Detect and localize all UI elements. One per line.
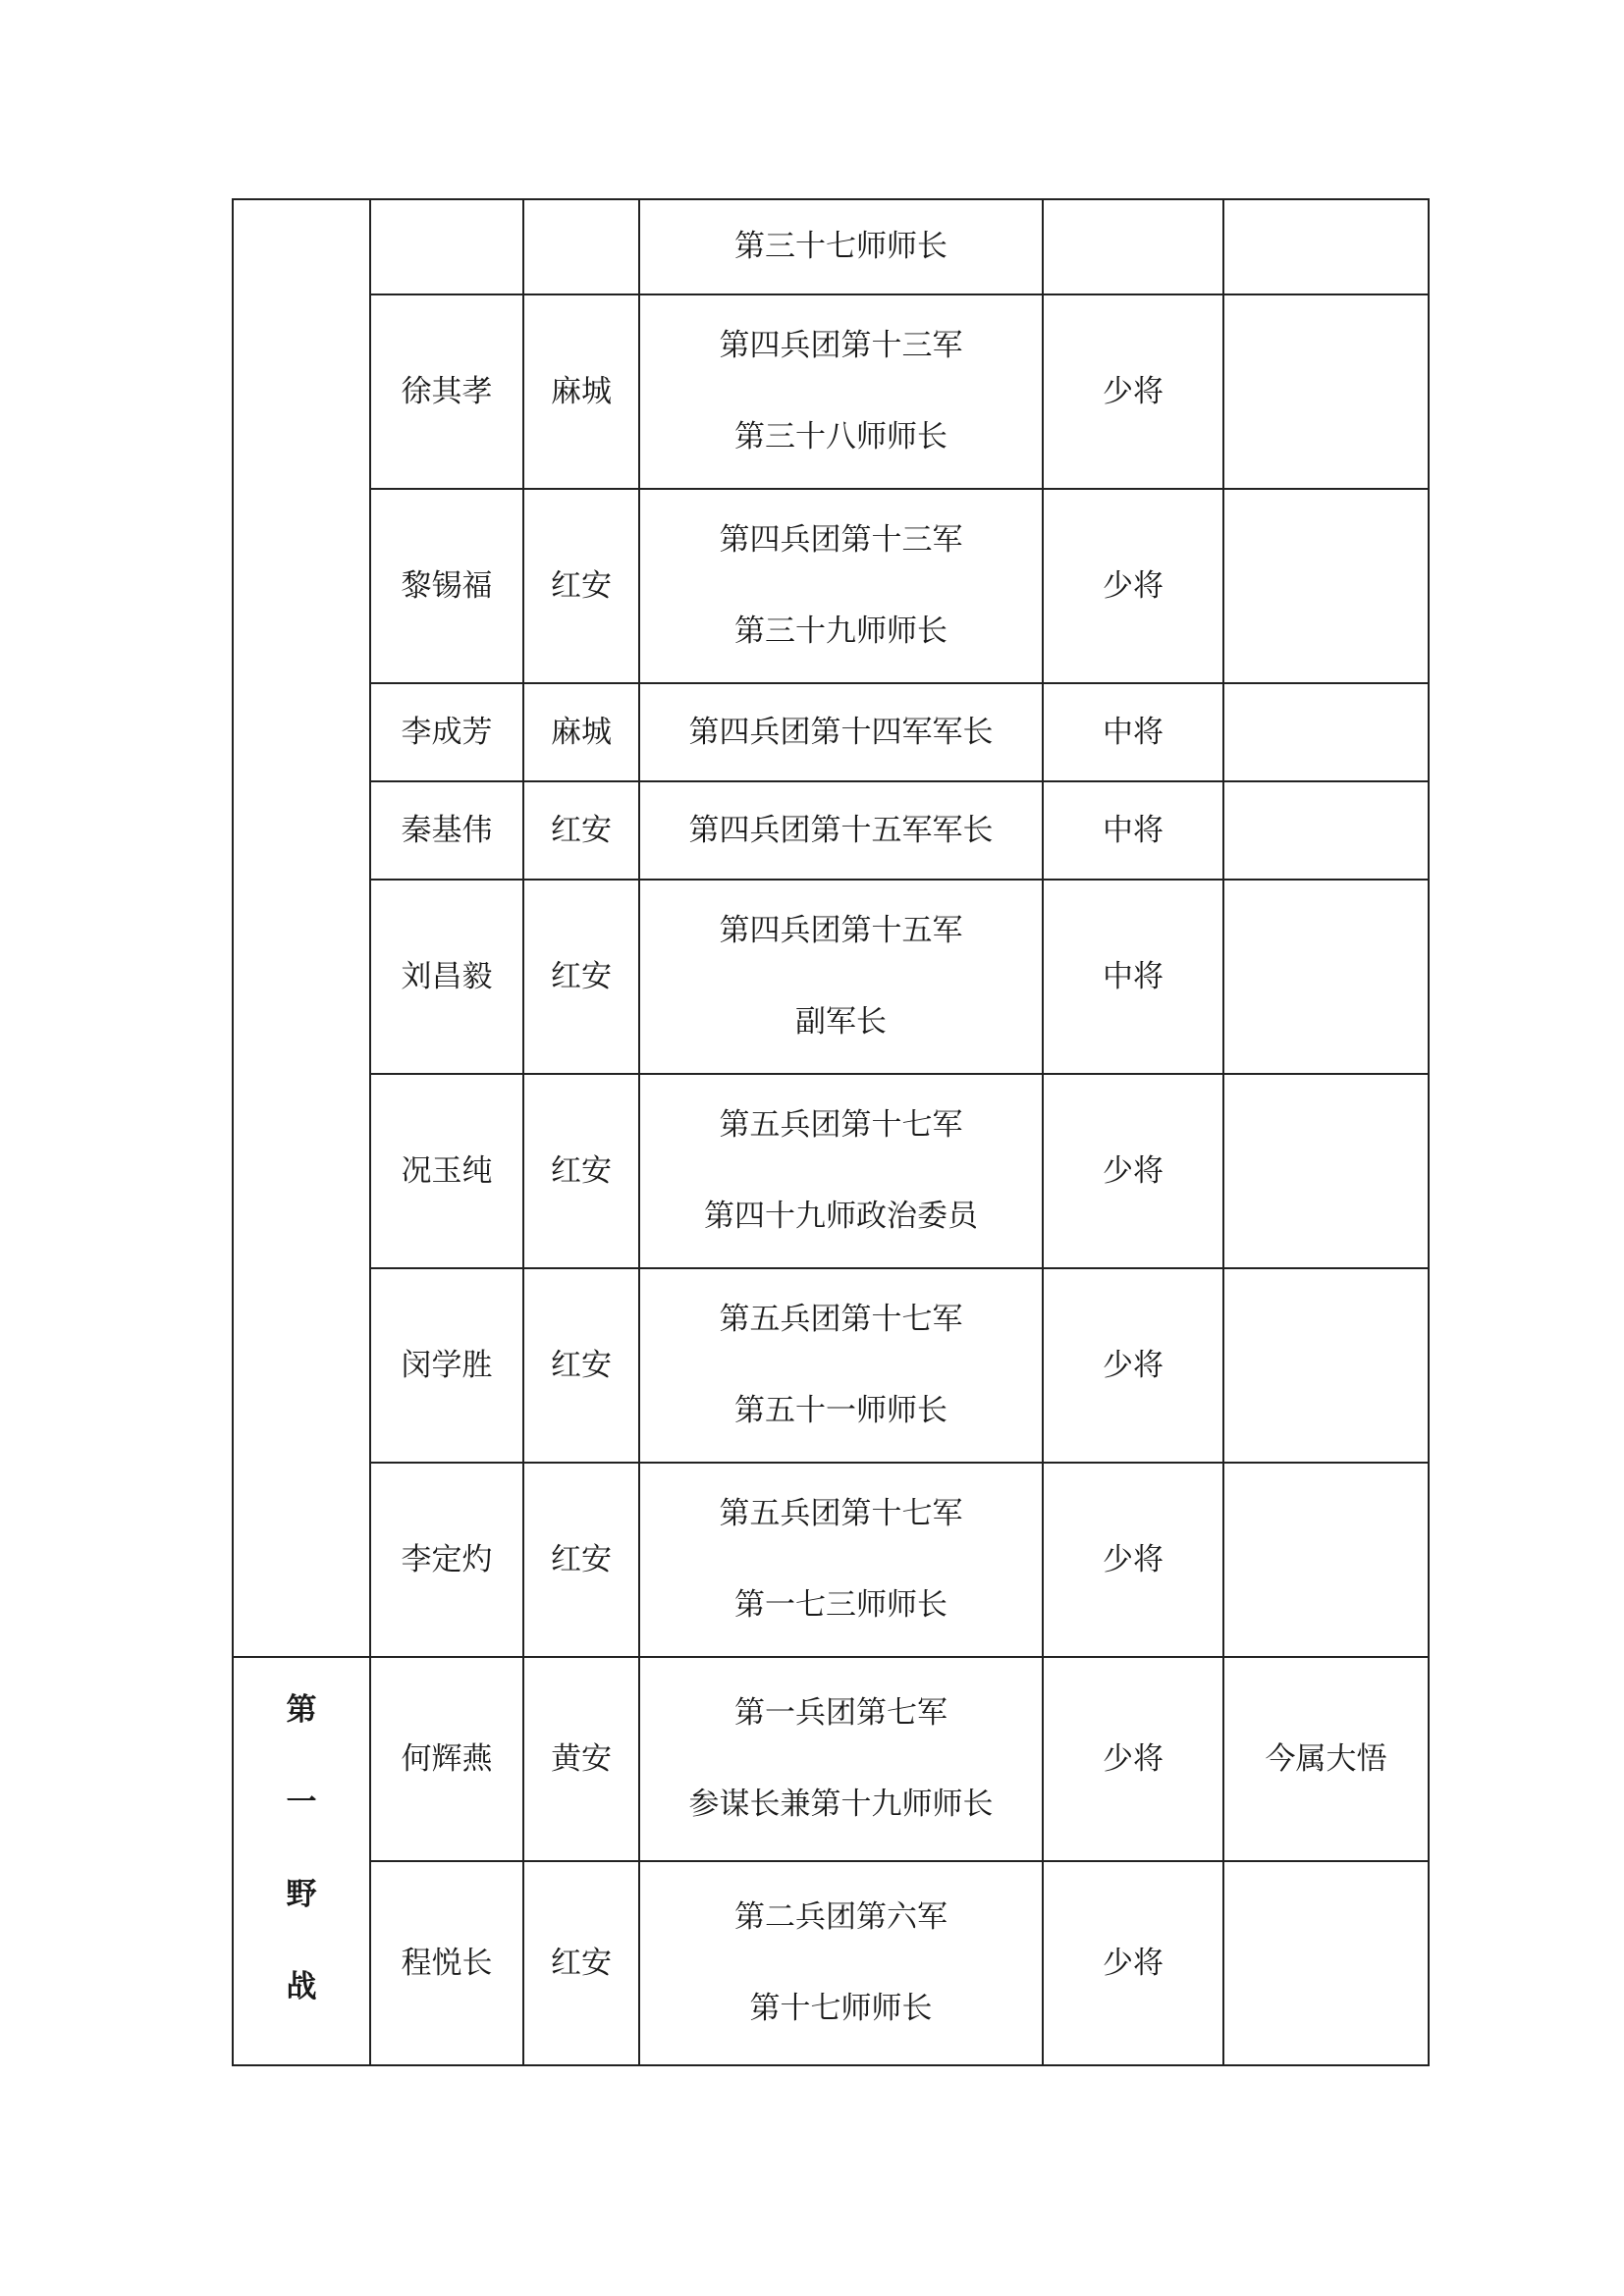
name-cell: 黎锡福 [370, 489, 523, 683]
post-cell [639, 683, 1043, 781]
rank-cell: 少将 [1043, 294, 1223, 489]
origin-cell: 麻城 [523, 294, 639, 489]
origin-cell: 红安 [523, 1074, 639, 1268]
note-cell [1223, 489, 1429, 683]
origin-cell: 红安 [523, 1268, 639, 1463]
note-cell [1223, 1268, 1429, 1463]
post-line: 参谋长兼第十九师师长 [688, 1787, 994, 1822]
table-row [233, 1074, 1429, 1268]
rank-cell: 少将 [1043, 1657, 1223, 1861]
rank-cell: 少将 [1043, 1861, 1223, 2065]
note-cell [1223, 199, 1429, 294]
group-cell-continued [233, 199, 370, 1657]
post-cell [639, 781, 1043, 880]
roster-table [232, 198, 1430, 2066]
name-cell: 程悦长 [370, 1861, 523, 2065]
rank-cell: 少将 [1043, 1074, 1223, 1268]
post-line: 第五兵团第十七军 [719, 1302, 963, 1337]
table-row [233, 294, 1429, 489]
post-cell [639, 1268, 1043, 1463]
rank-cell [1043, 199, 1223, 294]
origin-cell: 红安 [523, 1463, 639, 1657]
rank-cell: 少将 [1043, 489, 1223, 683]
group-cell-first-field-army [233, 1657, 370, 2065]
table-row [233, 1268, 1429, 1463]
group-char: 野 [286, 1877, 317, 1912]
post-cell [639, 1657, 1043, 1861]
post-line: 副军长 [795, 1004, 887, 1040]
group-char: 一 [286, 1785, 317, 1820]
note-cell [1223, 1074, 1429, 1268]
table-row [233, 781, 1429, 880]
name-cell: 闵学胜 [370, 1268, 523, 1463]
post-cell [639, 294, 1043, 489]
post-line: 第四十九师政治委员 [704, 1199, 978, 1234]
name-cell: 何辉燕 [370, 1657, 523, 1861]
origin-cell: 红安 [523, 880, 639, 1074]
origin-cell: 红安 [523, 781, 639, 880]
post-cell [639, 1074, 1043, 1268]
post-line: 第五十一师师长 [734, 1393, 947, 1428]
post-line: 第四兵团第十三军 [719, 328, 963, 363]
post-cell [639, 1463, 1043, 1657]
note-cell [1223, 1463, 1429, 1657]
name-cell: 况玉纯 [370, 1074, 523, 1268]
note-cell [1223, 294, 1429, 489]
post-line: 第一兵团第七军 [734, 1695, 947, 1731]
post-cell [639, 1861, 1043, 2065]
post-line: 第三十七师师长 [734, 229, 947, 264]
table-row [233, 1463, 1429, 1657]
note-cell [1223, 683, 1429, 781]
post-line: 第四兵团第十四军军长 [688, 714, 994, 750]
name-cell [370, 199, 523, 294]
group-label [234, 1658, 369, 2064]
post-cell [639, 880, 1043, 1074]
post-line: 第五兵团第十七军 [719, 1107, 963, 1143]
origin-cell: 麻城 [523, 683, 639, 781]
name-cell: 秦基伟 [370, 781, 523, 880]
rank-cell: 中将 [1043, 781, 1223, 880]
post-line: 第一七三师师长 [734, 1587, 947, 1623]
rank-cell: 少将 [1043, 1268, 1223, 1463]
post-line: 第四兵团第十五军 [719, 913, 963, 948]
name-cell: 李定灼 [370, 1463, 523, 1657]
name-cell: 李成芳 [370, 683, 523, 781]
rank-cell: 中将 [1043, 880, 1223, 1074]
origin-cell [523, 199, 639, 294]
origin-cell: 红安 [523, 489, 639, 683]
post-line: 第四兵团第十三军 [719, 522, 963, 558]
table-row [233, 199, 1429, 294]
post-cell [639, 199, 1043, 294]
table-row [233, 880, 1429, 1074]
origin-cell: 黄安 [523, 1657, 639, 1861]
rank-cell: 中将 [1043, 683, 1223, 781]
post-line: 第二兵团第六军 [734, 1899, 947, 1935]
origin-cell: 红安 [523, 1861, 639, 2065]
post-line: 第十七师师长 [749, 1991, 933, 2026]
note-cell: 今属大悟 [1223, 1657, 1429, 1861]
table-row [233, 683, 1429, 781]
name-cell: 徐其孝 [370, 294, 523, 489]
post-line: 第四兵团第十五军军长 [688, 812, 994, 848]
group-char: 第 [286, 1692, 317, 1728]
note-cell [1223, 781, 1429, 880]
note-cell [1223, 880, 1429, 1074]
table-row [233, 1861, 1429, 2065]
post-line: 第三十九师师长 [734, 614, 947, 649]
name-cell: 刘昌毅 [370, 880, 523, 1074]
table-row [233, 489, 1429, 683]
post-line: 第五兵团第十七军 [719, 1496, 963, 1531]
table-row [233, 1657, 1429, 1861]
note-cell [1223, 1861, 1429, 2065]
post-line: 第三十八师师长 [734, 419, 947, 454]
group-char: 战 [286, 1969, 317, 2004]
rank-cell: 少将 [1043, 1463, 1223, 1657]
post-cell [639, 489, 1043, 683]
